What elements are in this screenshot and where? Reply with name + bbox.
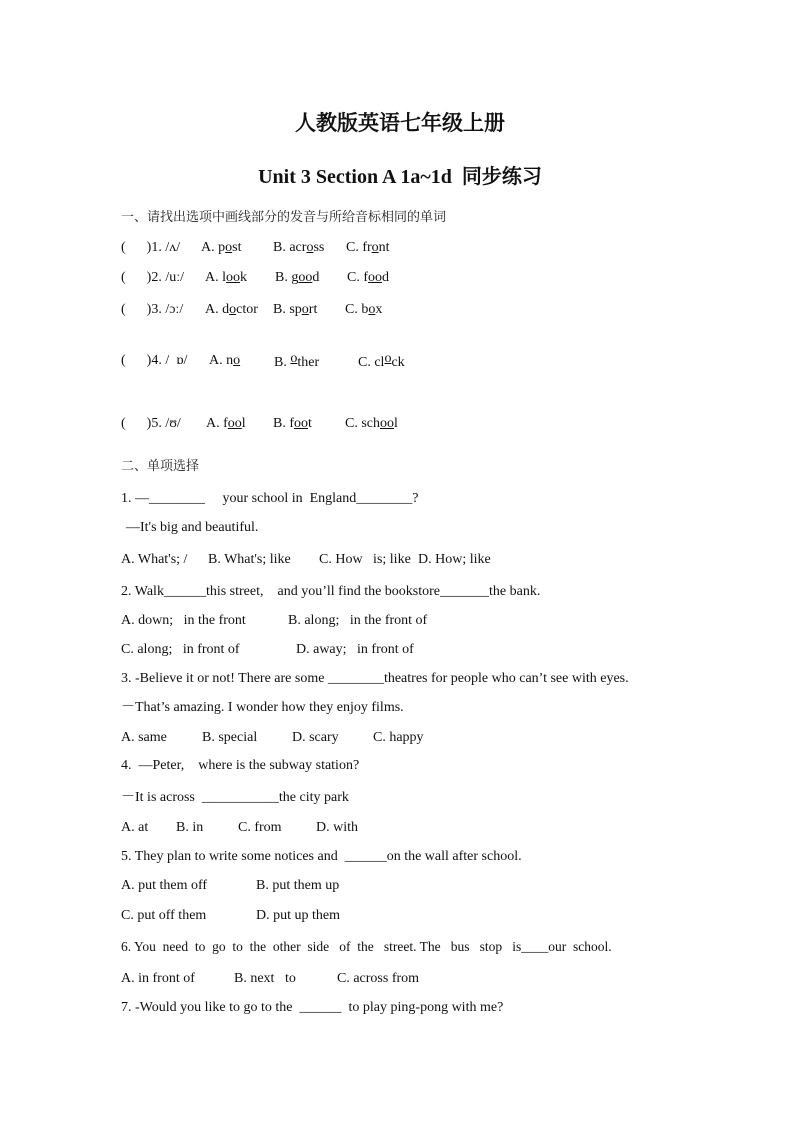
q2-option-b: B. along; in the front of [288, 613, 428, 628]
option-b: B. other [274, 351, 320, 370]
option-c: C. school [345, 416, 398, 431]
question-number: ( )4. / ɒ/ [121, 353, 188, 368]
q5-option-b: B. put them up [256, 878, 340, 893]
question-7: 7. -Would you like to go to the ______ to play ping-pong with me? [121, 1000, 504, 1015]
q4-option-c: C. from [238, 820, 282, 835]
question-number: ( )1. /ʌ/ [121, 240, 181, 255]
option-c: C. box [345, 302, 383, 317]
q4-option-b: B. in [176, 820, 204, 835]
question-1-reply: —It's big and beautiful. [126, 520, 259, 535]
q2-option-d: D. away; in front of [296, 642, 414, 657]
option-b: B. across [273, 240, 325, 255]
q1-option-c: C. How is; like [319, 552, 411, 567]
q1-option-a: A. What's; / [121, 552, 188, 567]
option-a: A. post [201, 240, 242, 255]
q3-option-c: C. happy [373, 730, 424, 745]
q1-option-d: D. How; like [418, 552, 491, 567]
question-2: 2. Walk______this street, and you’ll find the bookstore_______the bank. [121, 584, 541, 599]
option-b: B. good [275, 270, 320, 285]
q1-option-b: B. What's; like [208, 552, 291, 567]
q4-option-d: D. with [316, 820, 358, 835]
option-c: C. front [346, 240, 390, 255]
option-a: A. doctor [205, 302, 258, 317]
question-number: ( )3. /ɔː/ [121, 302, 184, 317]
q6-option-b: B. next to [234, 971, 296, 986]
q5-option-d: D. put up them [256, 908, 340, 923]
q6-option-c: C. across from [337, 971, 420, 986]
q5-option-c: C. put off them [121, 908, 207, 923]
option-a: A. no [209, 353, 241, 368]
question-4: 4. —Peter, where is the subway station? [121, 758, 360, 773]
q2-option-c: C. along; in front of [121, 642, 240, 657]
option-b: B. foot [273, 416, 312, 431]
q4-option-a: A. at [121, 820, 149, 835]
section-heading-phonetics: 一、请找出选项中画线部分的发音与所给音标相同的单词 [121, 210, 447, 225]
option-c: C. clock [358, 351, 405, 370]
question-5: 5. They plan to write some notices and ______on the wall after school. [121, 849, 522, 864]
section-heading-choice: 二、单项选择 [121, 459, 200, 474]
question-6: 6. You need to go to the other side of the street. The bus stop is____our school. [121, 939, 612, 954]
question-3-reply: －That’s amazing. I wonder how they enjoy films. [121, 700, 404, 715]
q3-option-d: D. scary [292, 730, 339, 745]
page-title: 人教版英语七年级上册 [295, 111, 505, 135]
question-number: ( )5. /ʊ/ [121, 416, 181, 431]
question-3: 3. -Believe it or not! There are some ________theatres for people who can’t see with eyes. [121, 671, 629, 686]
question-1: 1. —________ your school in England________? [121, 491, 419, 506]
option-a: A. fool [206, 416, 246, 431]
question-number: ( )2. /uː/ [121, 270, 184, 285]
q3-option-b: B. special [202, 730, 258, 745]
option-a: A. look [205, 270, 247, 285]
page-subtitle: Unit 3 Section A 1a~1d 同步练习 [258, 166, 542, 188]
q5-option-a: A. put them off [121, 878, 208, 893]
option-c: C. food [347, 270, 389, 285]
q2-option-a: A. down; in the front [121, 613, 246, 628]
option-b: B. sport [273, 302, 318, 317]
q6-option-a: A. in front of [121, 971, 195, 986]
q3-option-a: A. same [121, 730, 167, 745]
question-4-reply: －It is across ___________the city park [121, 790, 349, 805]
